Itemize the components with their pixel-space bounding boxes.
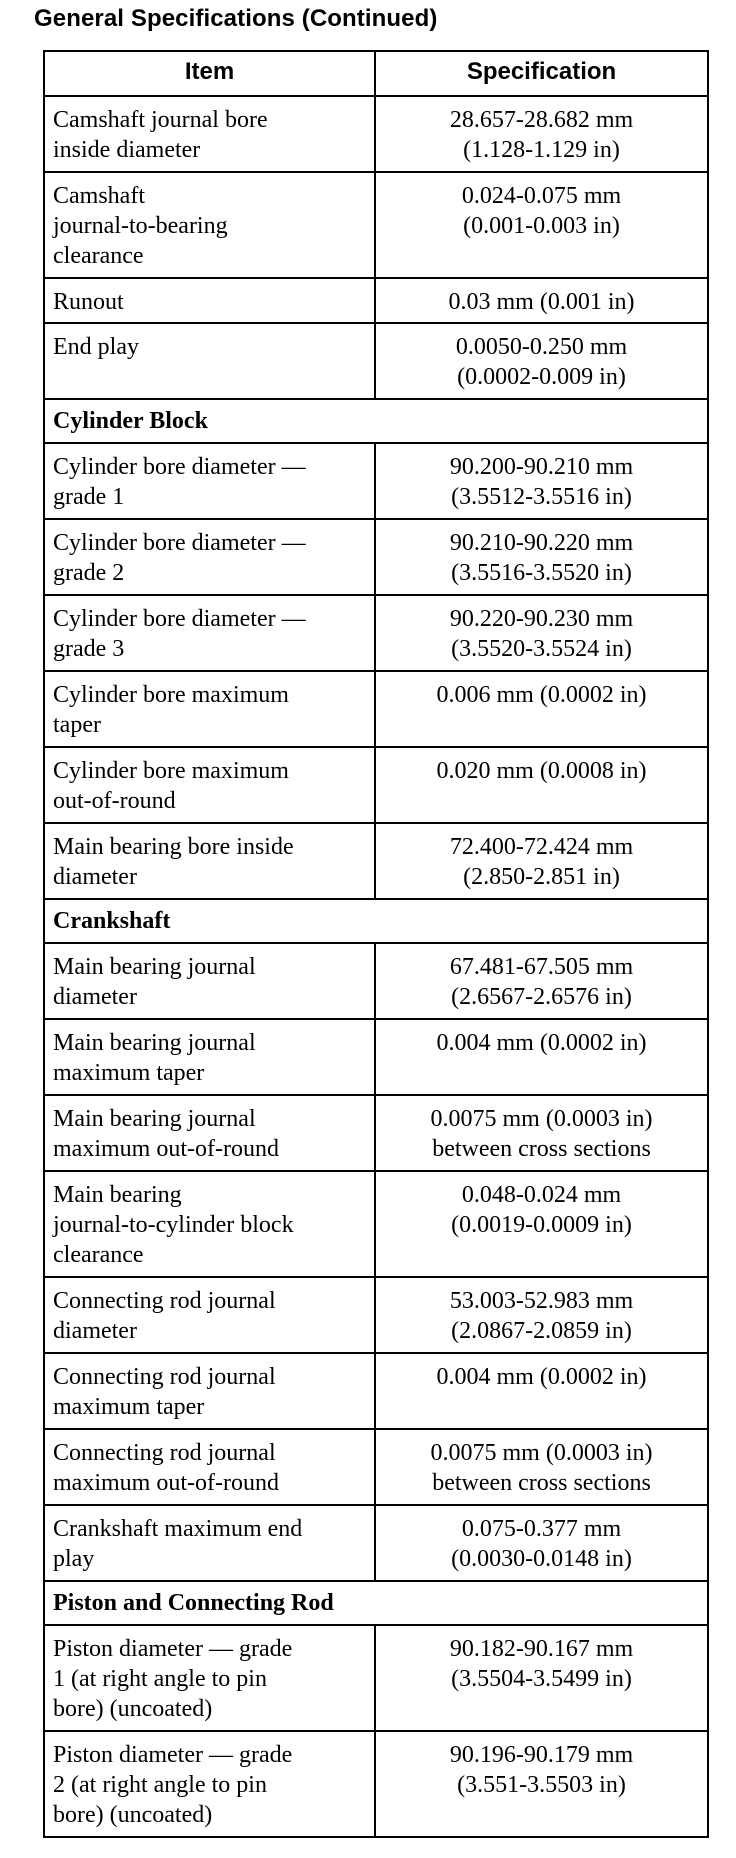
section-heading: Cylinder Block bbox=[44, 399, 708, 443]
spec-table-body bbox=[44, 96, 708, 1837]
item-text: Cylinder bore maximum bbox=[53, 682, 289, 708]
specification-text: 90.220-90.230 mm bbox=[449, 606, 634, 632]
item-text: End play bbox=[53, 334, 139, 360]
specification-text: (3.5504-3.5499 in) bbox=[451, 1666, 632, 1692]
item-cell bbox=[44, 1505, 375, 1581]
item-text: bore) (uncoated) bbox=[53, 1802, 213, 1828]
table-row bbox=[44, 519, 708, 595]
item-text: inside diameter bbox=[53, 137, 201, 163]
item-cell bbox=[44, 323, 375, 399]
specification-cell bbox=[375, 671, 708, 747]
specification-cell bbox=[375, 172, 708, 278]
table-row bbox=[44, 1505, 708, 1581]
specification-text: 90.210-90.220 mm bbox=[449, 530, 634, 556]
specification-cell bbox=[375, 96, 708, 172]
spec-table bbox=[43, 50, 709, 1838]
specification-text: (0.0019-0.0009 in) bbox=[451, 1212, 632, 1238]
item-cell bbox=[44, 172, 375, 278]
item-cell bbox=[44, 1731, 375, 1837]
table-row bbox=[44, 278, 708, 323]
table-row bbox=[44, 1625, 708, 1731]
specification-text: (2.850-2.851 in) bbox=[463, 864, 620, 890]
item-text: diameter bbox=[53, 984, 137, 1010]
item-cell bbox=[44, 595, 375, 671]
item-text: journal-to-cylinder block bbox=[53, 1212, 294, 1238]
specification-text: 0.004 mm (0.0002 in) bbox=[436, 1030, 647, 1056]
item-cell bbox=[44, 96, 375, 172]
specification-text: 90.196-90.179 mm bbox=[449, 1742, 634, 1768]
item-cell bbox=[44, 278, 375, 323]
specification-text: 0.004 mm (0.0002 in) bbox=[436, 1364, 647, 1390]
item-text: Connecting rod journal bbox=[53, 1440, 276, 1466]
item-text: Piston diameter — grade bbox=[53, 1742, 293, 1768]
item-text: grade 3 bbox=[53, 636, 125, 662]
table-row bbox=[44, 1095, 708, 1171]
specification-cell bbox=[375, 1429, 708, 1505]
specification-text: (3.5516-3.5520 in) bbox=[451, 560, 632, 586]
item-text: diameter bbox=[53, 1318, 137, 1344]
specification-cell bbox=[375, 1353, 708, 1429]
section-row bbox=[44, 399, 708, 443]
item-text: clearance bbox=[53, 1242, 144, 1268]
item-text: Runout bbox=[53, 289, 124, 315]
section-row bbox=[44, 899, 708, 943]
section-heading: Crankshaft bbox=[44, 899, 708, 943]
item-text: Main bearing bore inside bbox=[53, 834, 294, 860]
specification-cell bbox=[375, 1625, 708, 1731]
item-cell bbox=[44, 443, 375, 519]
item-cell bbox=[44, 1625, 375, 1731]
specification-cell bbox=[375, 1095, 708, 1171]
specification-cell bbox=[375, 747, 708, 823]
specification-cell bbox=[375, 519, 708, 595]
item-text: 2 (at right angle to pin bbox=[53, 1772, 267, 1798]
item-text: grade 2 bbox=[53, 560, 125, 586]
specification-text: (3.551-3.5503 in) bbox=[457, 1772, 626, 1798]
item-cell bbox=[44, 1277, 375, 1353]
table-row bbox=[44, 1429, 708, 1505]
specification-text: 0.075-0.377 mm bbox=[461, 1516, 622, 1542]
table-row bbox=[44, 1731, 708, 1837]
specification-text: 0.006 mm (0.0002 in) bbox=[436, 682, 647, 708]
specification-text: 0.0050-0.250 mm bbox=[455, 334, 628, 360]
specification-cell bbox=[375, 1019, 708, 1095]
item-cell bbox=[44, 1429, 375, 1505]
item-cell bbox=[44, 1095, 375, 1171]
item-text: Main bearing journal bbox=[53, 1106, 256, 1132]
specification-text: (2.0867-2.0859 in) bbox=[451, 1318, 632, 1344]
item-text: Crankshaft maximum end bbox=[53, 1516, 303, 1542]
table-row bbox=[44, 1277, 708, 1353]
specification-text: (3.5520-3.5524 in) bbox=[451, 636, 632, 662]
specification-cell bbox=[375, 443, 708, 519]
item-text: maximum taper bbox=[53, 1394, 205, 1420]
section-row bbox=[44, 1581, 708, 1625]
item-cell bbox=[44, 747, 375, 823]
table-row bbox=[44, 671, 708, 747]
specification-text: 0.020 mm (0.0008 in) bbox=[436, 758, 647, 784]
item-text: Camshaft journal bore bbox=[53, 107, 268, 133]
item-text: maximum taper bbox=[53, 1060, 205, 1086]
table-header-row bbox=[44, 51, 708, 96]
item-text: Cylinder bore diameter — bbox=[53, 454, 306, 480]
item-cell bbox=[44, 1353, 375, 1429]
item-text: bore) (uncoated) bbox=[53, 1696, 213, 1722]
item-text: Camshaft bbox=[53, 183, 145, 209]
specification-text: 90.182-90.167 mm bbox=[449, 1636, 634, 1662]
table-row bbox=[44, 1019, 708, 1095]
table-row bbox=[44, 96, 708, 172]
item-text: Main bearing journal bbox=[53, 954, 256, 980]
item-text: maximum out-of-round bbox=[53, 1136, 279, 1162]
specification-text: (2.6567-2.6576 in) bbox=[451, 984, 632, 1010]
column-header-item: Item bbox=[44, 51, 375, 96]
item-text: taper bbox=[53, 712, 101, 738]
table-row bbox=[44, 823, 708, 899]
item-text: journal-to-bearing bbox=[53, 213, 228, 239]
item-text: Cylinder bore maximum bbox=[53, 758, 289, 784]
specification-text: (0.001-0.003 in) bbox=[463, 213, 620, 239]
item-text: Main bearing bbox=[53, 1182, 182, 1208]
specification-cell bbox=[375, 323, 708, 399]
table-row bbox=[44, 443, 708, 519]
specification-cell bbox=[375, 1731, 708, 1837]
specification-text: 0.0075 mm (0.0003 in) bbox=[430, 1440, 653, 1466]
column-header-specification: Specification bbox=[375, 51, 708, 96]
item-text: 1 (at right angle to pin bbox=[53, 1666, 267, 1692]
item-cell bbox=[44, 1019, 375, 1095]
item-cell bbox=[44, 1171, 375, 1277]
table-row bbox=[44, 1171, 708, 1277]
specification-cell bbox=[375, 823, 708, 899]
item-cell bbox=[44, 671, 375, 747]
specification-text: 0.0075 mm (0.0003 in) bbox=[430, 1106, 653, 1132]
specification-text: (0.0002-0.009 in) bbox=[457, 364, 626, 390]
specification-text: between cross sections bbox=[432, 1470, 651, 1496]
table-row bbox=[44, 1353, 708, 1429]
specification-cell bbox=[375, 1505, 708, 1581]
specification-text: (3.5512-3.5516 in) bbox=[451, 484, 632, 510]
item-text: diameter bbox=[53, 864, 137, 890]
specification-cell bbox=[375, 1277, 708, 1353]
item-cell bbox=[44, 943, 375, 1019]
specification-cell bbox=[375, 1171, 708, 1277]
item-cell bbox=[44, 519, 375, 595]
specification-text: 0.03 mm (0.001 in) bbox=[448, 289, 635, 315]
specification-cell bbox=[375, 595, 708, 671]
item-text: clearance bbox=[53, 243, 144, 269]
item-text: Connecting rod journal bbox=[53, 1288, 276, 1314]
item-cell bbox=[44, 823, 375, 899]
item-text: Piston diameter — grade bbox=[53, 1636, 293, 1662]
specification-text: (1.128-1.129 in) bbox=[463, 137, 620, 163]
specification-text: between cross sections bbox=[432, 1136, 651, 1162]
specification-text: 53.003-52.983 mm bbox=[449, 1288, 634, 1314]
specification-text: (0.0030-0.0148 in) bbox=[451, 1546, 632, 1572]
table-row bbox=[44, 747, 708, 823]
specification-text: 67.481-67.505 mm bbox=[449, 954, 634, 980]
table-row bbox=[44, 595, 708, 671]
specification-text: 90.200-90.210 mm bbox=[449, 454, 634, 480]
specification-text: 0.024-0.075 mm bbox=[461, 183, 622, 209]
item-text: Cylinder bore diameter — bbox=[53, 530, 306, 556]
specification-cell bbox=[375, 278, 708, 323]
item-text: Cylinder bore diameter — bbox=[53, 606, 306, 632]
table-row bbox=[44, 323, 708, 399]
specification-text: 28.657-28.682 mm bbox=[449, 107, 634, 133]
table-row bbox=[44, 172, 708, 278]
page-title: General Specifications (Continued) bbox=[34, 5, 438, 32]
item-text: Main bearing journal bbox=[53, 1030, 256, 1056]
section-heading: Piston and Connecting Rod bbox=[44, 1581, 708, 1625]
specification-text: 72.400-72.424 mm bbox=[449, 834, 634, 860]
item-text: play bbox=[53, 1546, 95, 1572]
item-text: maximum out-of-round bbox=[53, 1470, 279, 1496]
specification-text: 0.048-0.024 mm bbox=[461, 1182, 622, 1208]
specification-cell bbox=[375, 943, 708, 1019]
item-text: Connecting rod journal bbox=[53, 1364, 276, 1390]
item-text: grade 1 bbox=[53, 484, 125, 510]
item-text: out-of-round bbox=[53, 788, 176, 814]
table-row bbox=[44, 943, 708, 1019]
